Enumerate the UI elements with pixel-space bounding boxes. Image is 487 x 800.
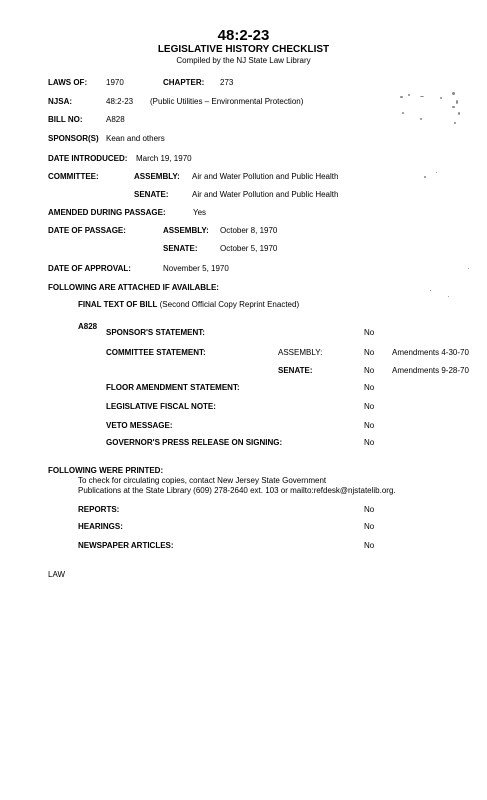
newspaper-articles-label: NEWSPAPER ARTICLES:	[78, 541, 174, 550]
njsa-description: (Public Utilities – Environmental Protection)	[150, 97, 304, 106]
date-of-approval-label: DATE OF APPROVAL:	[48, 264, 131, 273]
committee-senate-value: Air and Water Pollution and Public Health	[192, 190, 339, 199]
date-of-passage-label: DATE OF PASSAGE:	[48, 226, 126, 235]
compiled-by-line: Compiled by the NJ State Law Library	[176, 56, 311, 65]
document-title: LEGISLATIVE HISTORY CHECKLIST	[157, 44, 330, 55]
passage-senate-value: October 5, 1970	[220, 244, 278, 253]
committee-statement-senate-value: No	[364, 366, 375, 375]
bill-no-label: BILL NO:	[48, 115, 83, 124]
reports-value: No	[364, 505, 375, 514]
printed-heading: FOLLOWING WERE PRINTED:	[48, 466, 164, 475]
hearings-label: HEARINGS:	[78, 522, 123, 531]
committee-statement-label: COMMITTEE STATEMENT:	[106, 348, 206, 357]
printed-note-line2: Publications at the State Library (609) 278-2640 ext. 103 or mailto:refdesk@njstatelib.org.	[78, 486, 396, 495]
final-text-label: FINAL TEXT OF BILL	[78, 300, 158, 309]
committee-assembly-value: Air and Water Pollution and Public Health	[192, 172, 339, 181]
date-introduced-label: DATE INTRODUCED:	[48, 154, 128, 163]
press-release-value: No	[364, 438, 375, 447]
fiscal-note-value: No	[364, 402, 375, 411]
passage-senate-label: SENATE:	[163, 244, 198, 253]
passage-assembly-value: October 8, 1970	[220, 226, 278, 235]
committee-label: COMMITTEE:	[48, 172, 99, 181]
committee-statement-senate-label: SENATE:	[278, 366, 313, 375]
chapter-label: CHAPTER:	[163, 78, 205, 87]
committee-statement-assembly-value: No	[364, 348, 375, 357]
njsa-label: NJSA:	[48, 97, 73, 106]
final-text-line	[78, 300, 299, 309]
footer-law: LAW	[48, 570, 66, 579]
bill-no-value: A828	[106, 115, 125, 124]
committee-statement-assembly-note: Amendments 4-30-70	[392, 348, 469, 357]
floor-amendment-value: No	[364, 383, 375, 392]
sponsors-statement-value: No	[364, 328, 375, 337]
floor-amendment-label: FLOOR AMENDMENT STATEMENT:	[106, 383, 240, 392]
date-of-approval-value: November 5, 1970	[163, 264, 229, 273]
press-release-label: GOVERNOR'S PRESS RELEASE ON SIGNING:	[106, 438, 283, 447]
newspaper-articles-value: No	[364, 541, 375, 550]
njsa-value: 48:2-23	[106, 97, 134, 106]
attached-heading: FOLLOWING ARE ATTACHED IF AVAILABLE:	[48, 283, 219, 292]
sponsor-label: SPONSOR(S)	[48, 134, 99, 143]
committee-senate-label: SENATE:	[134, 190, 169, 199]
laws-of-value: 1970	[106, 78, 124, 87]
printed-note-line1: To check for circulating copies, contact New Jersey State Government	[78, 476, 327, 485]
committee-statement-senate-note: Amendments 9-28-70	[392, 366, 469, 375]
committee-assembly-label: ASSEMBLY:	[134, 172, 180, 181]
hearings-value: No	[364, 522, 375, 531]
document-number: 48:2-23	[217, 27, 270, 44]
veto-message-label: VETO MESSAGE:	[106, 421, 173, 430]
date-introduced-value: March 19, 1970	[136, 154, 192, 163]
laws-of-label: LAWS OF:	[48, 78, 88, 87]
amended-label: AMENDED DURING PASSAGE:	[48, 208, 166, 217]
passage-assembly-label: ASSEMBLY:	[163, 226, 209, 235]
sponsors-statement-label: SPONSOR'S STATEMENT:	[106, 328, 205, 337]
amended-value: Yes	[193, 208, 207, 217]
reports-label: REPORTS:	[78, 505, 120, 514]
committee-statement-assembly-label: ASSEMBLY:	[278, 348, 323, 357]
chapter-value: 273	[220, 78, 234, 87]
veto-message-value: No	[364, 421, 375, 430]
final-text-note: (Second Official Copy Reprint Enacted)	[159, 300, 300, 309]
fiscal-note-label: LEGISLATIVE FISCAL NOTE:	[106, 402, 216, 411]
sponsor-value: Kean and others	[106, 134, 165, 143]
attached-bill-number: A828	[78, 322, 98, 331]
